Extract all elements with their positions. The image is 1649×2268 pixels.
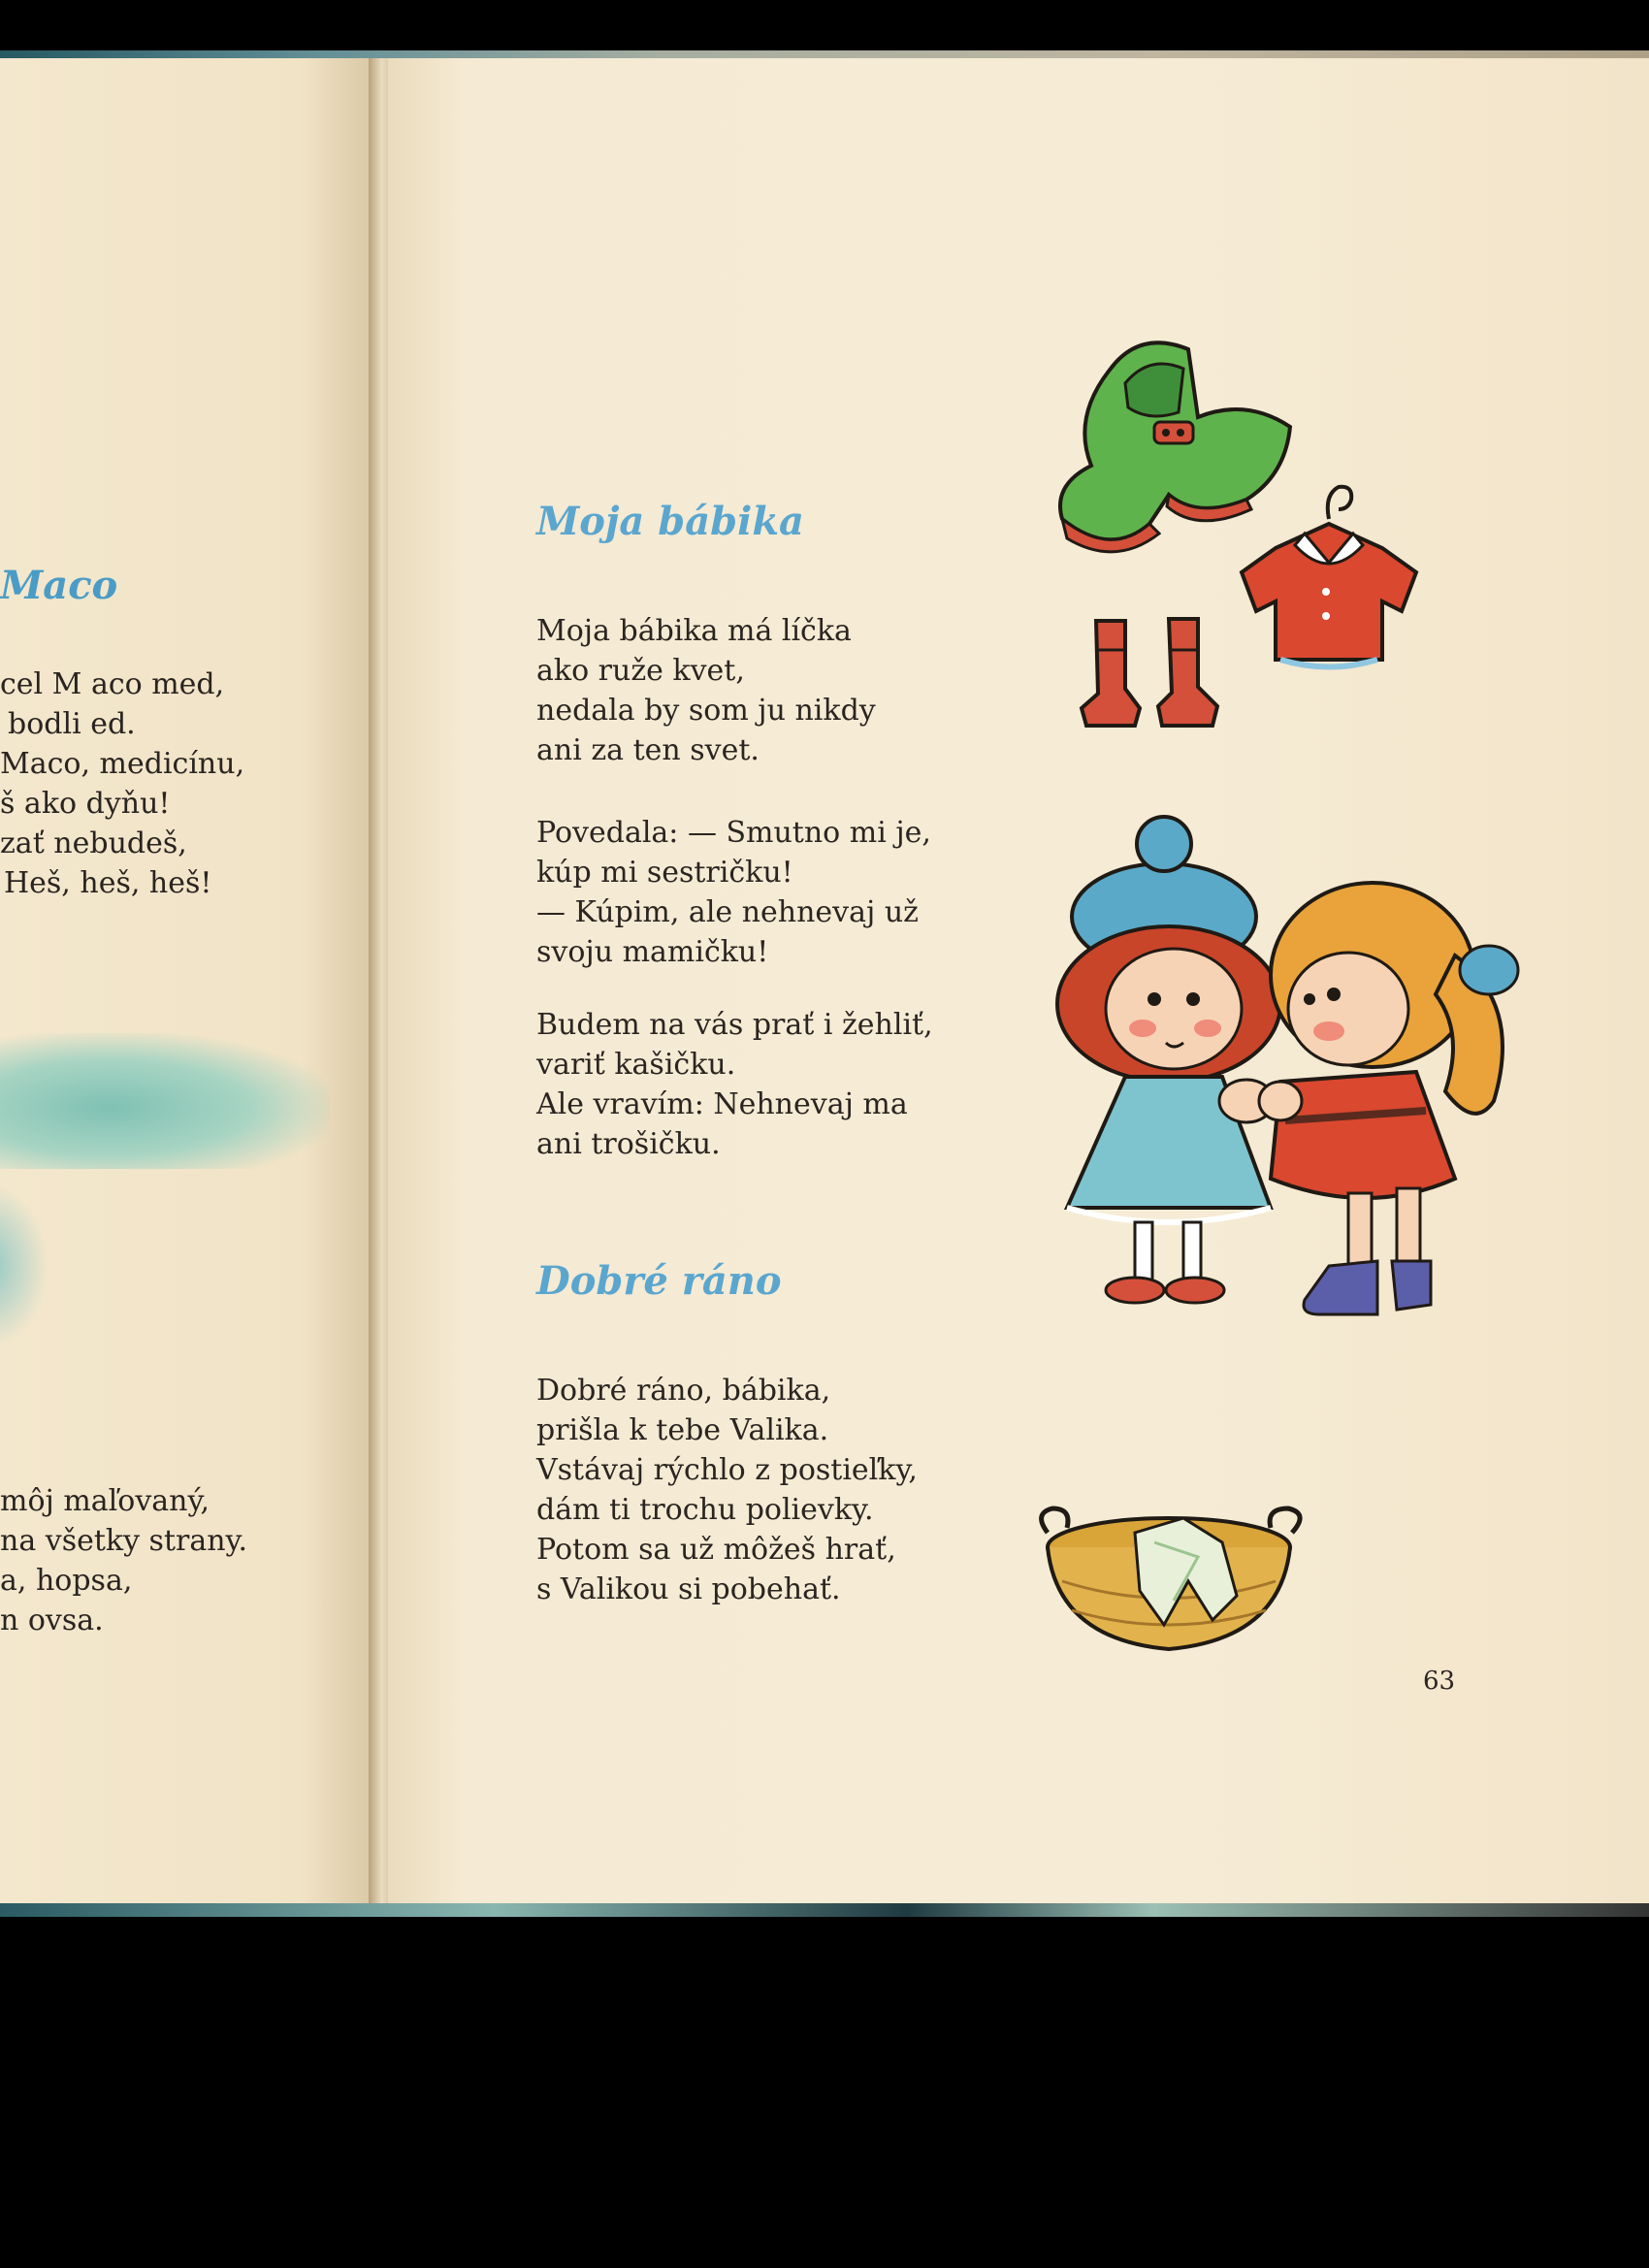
left-page-verse-1 xyxy=(0,667,376,906)
poem-title: Moja bábika xyxy=(536,499,804,544)
boots-icon xyxy=(1077,611,1232,732)
red-dress-on-hanger-icon xyxy=(1237,475,1421,684)
left-page-verse-2 xyxy=(0,1484,376,1643)
left-line: Heš, heš, heš! xyxy=(4,866,212,900)
poem-stanza xyxy=(536,611,983,770)
verse-line: s Valikou si pobehať. xyxy=(536,1572,841,1606)
left-line: môj maľovaný, xyxy=(0,1484,210,1518)
verse-line: ako ruže kvet, xyxy=(536,654,745,688)
left-line: Maco, medicínu, xyxy=(0,747,245,781)
watercolor-wash xyxy=(0,1033,330,1169)
verse-line: Vstávaj rýchlo z postieľky, xyxy=(536,1453,918,1487)
verse-line: variť kašičku. xyxy=(536,1048,736,1082)
left-line: a, hopsa, xyxy=(0,1564,133,1598)
left-line: na všetky strany. xyxy=(0,1524,248,1558)
verse-line: Budem na vás prať i žehliť, xyxy=(536,1008,933,1042)
poem-stanza xyxy=(536,1371,983,1609)
left-page-title: Maco xyxy=(0,563,118,608)
verse-line: svoju mamičku! xyxy=(536,935,769,969)
left-line: n ovsa. xyxy=(0,1604,104,1637)
page-number: 63 xyxy=(1423,1667,1456,1696)
poem-stanza xyxy=(536,813,983,972)
verse-line: Povedala: — Smutno mi je, xyxy=(536,816,931,850)
laundry-basket-icon xyxy=(1028,1504,1310,1659)
verse-line: Ale vravím: Nehnevaj ma xyxy=(536,1087,908,1121)
verse-line: prišla k tebe Valika. xyxy=(536,1413,829,1447)
watercolor-wash xyxy=(0,1183,48,1348)
left-line: cel M aco med, xyxy=(0,667,225,701)
poem-title: Dobré ráno xyxy=(536,1258,782,1304)
verse-line: nedala by som ju nikdy xyxy=(536,694,876,728)
verse-line: dám ti trochu polievky. xyxy=(536,1493,874,1527)
verse-line: Potom sa už môžeš hrať, xyxy=(536,1533,896,1567)
verse-line: ani trošičku. xyxy=(536,1127,721,1161)
verse-line: ani za ten svet. xyxy=(536,733,760,767)
book-bottom-edge xyxy=(0,1903,1649,1917)
verse-line: Moja bábika má líčka xyxy=(536,614,852,648)
verse-line: Dobré ráno, bábika, xyxy=(536,1374,831,1408)
left-line: bodli ed. xyxy=(8,707,136,741)
left-line: š ako dyňu! xyxy=(0,787,171,821)
verse-line: kúp mi sestričku! xyxy=(536,856,793,890)
verse-line: — Kúpim, ale nehnevaj už xyxy=(536,895,919,929)
left-page xyxy=(0,58,376,1911)
poem-stanza xyxy=(536,1005,983,1164)
left-line: zať nebudeš, xyxy=(0,826,187,860)
two-dolls-icon xyxy=(1038,810,1523,1339)
